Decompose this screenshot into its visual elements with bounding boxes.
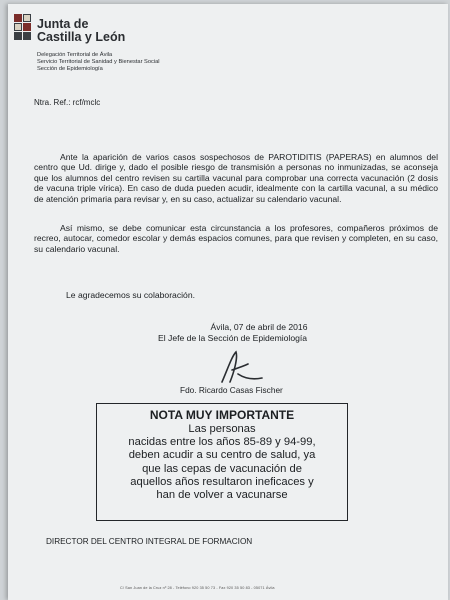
junta-logo-icon [14,14,32,46]
reference-line: Ntra. Ref.: rcf/mclc [34,98,101,107]
org-name-line2: Castilla y León [37,30,126,44]
date-line: Ávila, 07 de abril de 2016 [210,322,308,332]
notice-line: nacidas entre los años 85-89 y 94-99, [128,436,316,449]
handwritten-signature-icon [208,348,268,390]
org-name-line1: Junta de [37,17,89,31]
important-notice-box [96,403,348,521]
thanks-line: Le agradecemos su colaboración. [66,290,195,300]
notice-line: que las cepas de vacunación de [142,462,302,475]
body-paragraph-1: Ante la aparición de varios casos sospechosos de PAROTIDITIS (PAPERAS) en alumnos del centro que Ud. dirige y, dado el posible riesgo de transmisión a personas no inmunizadas, se aconseja que los alumnos del centro revisen su cartilla vacunal para comprobar una correcta vacunación (2 dosis de vacuna triple vírica). En caso de duda pueden acudir, idealmente con la cartilla vacunal, a su médico de atención primaria para revisar y, en su caso, actualizar su calendario vacunal. [34,152,438,204]
letterhead-department [37,52,160,73]
letterhead-brand [37,18,125,44]
notice-line: han de volver a vacunarse [156,489,288,502]
notice-line: Las personas [188,423,256,435]
department-line: Delegación Territorial de Ávila [37,52,113,58]
department-line: Sección de Epidemiología [37,66,103,72]
notice-line: aquellos años resultaron ineficaces y [130,475,314,488]
notice-line: deben acudir a su centro de salud, ya [128,449,316,462]
department-line: Servicio Territorial de Sanidad y Bienestar Social [37,59,160,65]
letter-page [8,4,448,600]
body-paragraph-2: Así mismo, se debe comunicar esta circunstancia a los profesores, compañeros próximos de recreo, autocar, comedor escolar y demás espacios comunes, para que revisen y completen, en su caso, su calendario vacunal. [34,223,438,254]
footer-address: C/ San Juan de la Cruz nº 28 - Teléfono 920 35 50 73 - Fax 920 35 50 83 - 05071 Ávila [120,586,275,590]
notice-body [97,423,347,502]
signer-role: El Jefe de la Sección de Epidemiología [158,333,308,343]
notice-title: NOTA MUY IMPORTANTE [149,408,295,422]
recipient-line: DIRECTOR DEL CENTRO INTEGRAL DE FORMACION [46,537,253,546]
signer-name: Fdo. Ricardo Casas Fischer [180,385,283,395]
